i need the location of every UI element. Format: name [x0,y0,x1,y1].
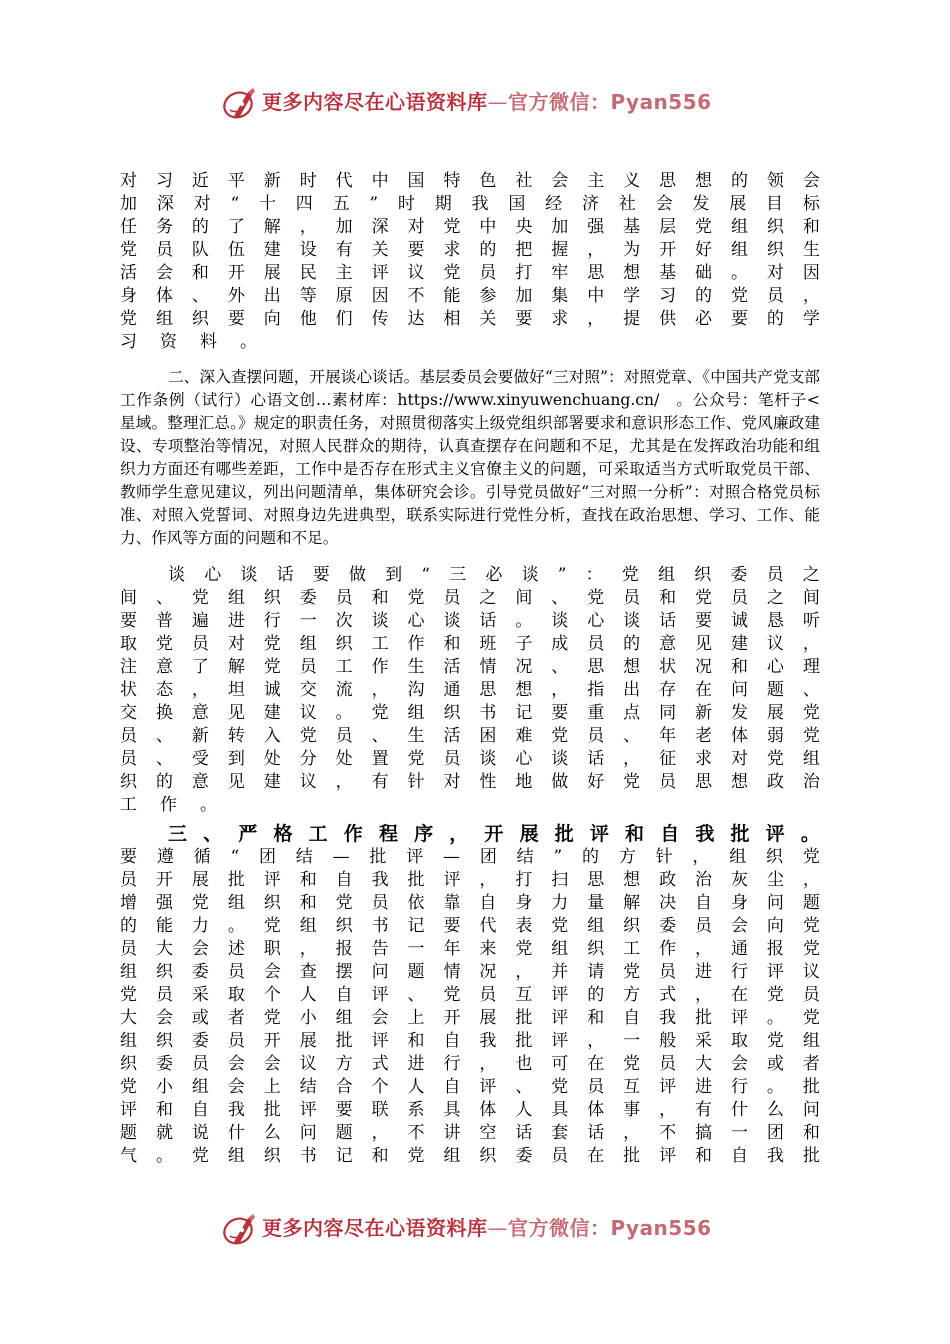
section-heading: 三 、 严 格 工 作 程 序 ， 开 展 批 评 和 自 我 批 评 。 [168,823,820,845]
text-line: 题 就 说 什 么 问 题 ， 不 讲 空 话 套 话 ， 不 搞 一 团 和 [120,1123,820,1143]
banner-separator: — [487,1216,508,1240]
text-line: 党 员 采 取 个 人 自 评 、 党 员 互 评 的 方 式 ， 在 党 员 [120,985,820,1005]
paragraph-1 [120,170,820,354]
text-line: 评 和 自 我 批 评 要 联 系 具 体 人 具 体 事 ， 有 什 么 问 [120,1100,820,1120]
text-line: 加 深 对 “ 十 四 五 ” 时 期 我 国 经 济 社 会 发 展 目 标 [120,194,820,214]
text-line: 身 体 、 外 出 等 原 因 不 能 参 加 集 中 学 习 的 党 员 ， [120,286,820,306]
text-line: 大 会 或 者 党 小 组 会 上 开 展 批 评 和 自 我 批 评 。 党 [120,1008,820,1028]
footer-banner [0,1210,950,1250]
text-line: 工 作 。 [120,795,217,815]
banner-title: 更多内容尽在心语资料库 [262,90,488,114]
banner-wechat: 官方微信：Pyan556 [508,90,712,114]
banner-text [262,1215,712,1241]
text-line: 织 的 意 见 建 议 ， 有 针 对 性 地 做 好 党 员 思 想 政 治 [120,772,820,792]
text-line: 员 、 新 转 入 党 员 、 生 活 困 难 党 员 、 年 老 体 弱 党 [120,726,820,746]
text-line: 的 能 力 。 党 组 织 书 记 要 代 表 党 组 织 委 员 会 向 党 [120,916,820,936]
text-line: 员 开 展 批 评 和 自 我 批 评 ， 打 扫 思 想 政 治 灰 尘 ， [120,870,820,890]
section-3 [120,823,820,1168]
pen-nib-icon [222,1212,258,1248]
text-line: 交 换 意 见 建 议 。 党 组 织 书 记 要 重 点 同 新 发 展 党 [120,703,820,723]
text-line: 习 资 料 。 [120,332,257,352]
text-line: 任 务 的 了 解 ， 加 深 对 党 中 央 加 强 基 层 党 组 织 和 [120,217,820,237]
pen-nib-icon [222,86,258,122]
text-line: 要 遵 循 “ 团 结 — 批 评 — 团 结 ” 的 方 针 ， 组 织 党 [120,847,820,867]
banner-separator: — [487,90,508,114]
document-body [120,170,820,1168]
text-line: 党 组 织 要 向 他 们 传 达 相 关 要 求 ， 提 供 必 要 的 学 [120,309,820,329]
text-line: 状 态 ， 坦 诚 交 流 ， 沟 通 思 想 ， 指 出 存 在 问 题 、 [120,680,820,700]
text-line: 间 、 党 组 织 委 员 和 党 员 之 间 、 党 员 和 党 员 之 间 [120,588,820,608]
banner-text [262,89,712,115]
text-line: 活 会 和 开 展 民 主 评 议 党 员 打 牢 思 想 基 础 。 对 因 [120,263,820,283]
text-line: 谈 心 谈 话 要 做 到 “ 三 必 谈 ” ： 党 组 织 委 员 之 [168,565,820,585]
text-line: 组 织 委 员 会 查 摆 问 题 情 况 ， 并 请 党 员 进 行 评 议 [120,962,820,982]
text-line: 党 员 队 伍 建 设 有 关 要 求 的 把 握 ， 为 开 好 组 织 生 [120,240,820,260]
paragraph-2-text: 二、深入查摆问题，开展谈心谈话。基层委员会要做好“三对照”：对照党章、《中国共产党支部工作条例（试行）心语文创…素材库：https://www.xinyuwenchuang.cn/ 。公众号：笔杆子< 星域。整理汇总。》规定的职责任务，对照贯彻落实上级党组织部署要求和意识形态工作、党风廉政建设、专项整治等情况，对照人民群众的期待，认真查摆存在问题和不足，尤其是在发挥政治功能和组织力方面还有哪些差距，工作中是否存在形式主义官僚主义的问题，可采取适当方式听取党员干部、教师学生意见建议，列出问题清单，集体研究会诊。引导党员做好“三对照一分析”：对照合格党员标准、对照入党誓词、对照身边先进典型，联系实际进行党性分析，查找在政治思想、学习、工作、能力、作风等方面的问题和不足。 [120,368,820,547]
text-line: 增 强 党 组 织 和 党 员 依 靠 自 身 力 量 解 决 自 身 问 题 [120,893,820,913]
paragraph-2 [120,366,820,550]
banner-title: 更多内容尽在心语资料库 [262,1216,488,1240]
text-line: 员 、 受 到 处 分 处 置 党 员 谈 心 谈 话 ， 征 求 对 党 组 [120,749,820,769]
text-line: 要 普 遍 进 行 一 次 谈 心 谈 话 。 谈 心 谈 话 要 诚 恳 听 [120,611,820,631]
text-line: 取 党 员 对 党 组 织 工 作 和 班 子 成 员 的 意 见 建 议 ， [120,634,820,654]
text-line: 对 习 近 平 新 时 代 中 国 特 色 社 会 主 义 思 想 的 领 会 [120,171,820,191]
header-banner [0,84,950,124]
text-line: 党 小 组 会 上 结 合 个 人 自 评 、 党 员 互 评 进 行 。 批 [120,1077,820,1097]
paragraph-3 [120,564,820,817]
banner-wechat: 官方微信：Pyan556 [508,1216,712,1240]
text-line: 气 。 党 组 织 书 记 和 党 组 织 委 员 在 批 评 和 自 我 批 [120,1146,820,1166]
text-line: 织 委 员 会 会 议 方 式 进 行 ， 也 可 在 党 员 大 会 或 者 [120,1054,820,1074]
text-line: 员 大 会 述 职 ， 报 告 一 年 来 党 组 织 工 作 ， 通 报 党 [120,939,820,959]
text-line: 组 织 委 员 开 展 批 评 和 自 我 批 评 ， 一 般 采 取 党 组 [120,1031,820,1051]
text-line: 注 意 了 解 党 员 工 作 生 活 情 况 、 思 想 状 况 和 心 理 [120,657,820,677]
